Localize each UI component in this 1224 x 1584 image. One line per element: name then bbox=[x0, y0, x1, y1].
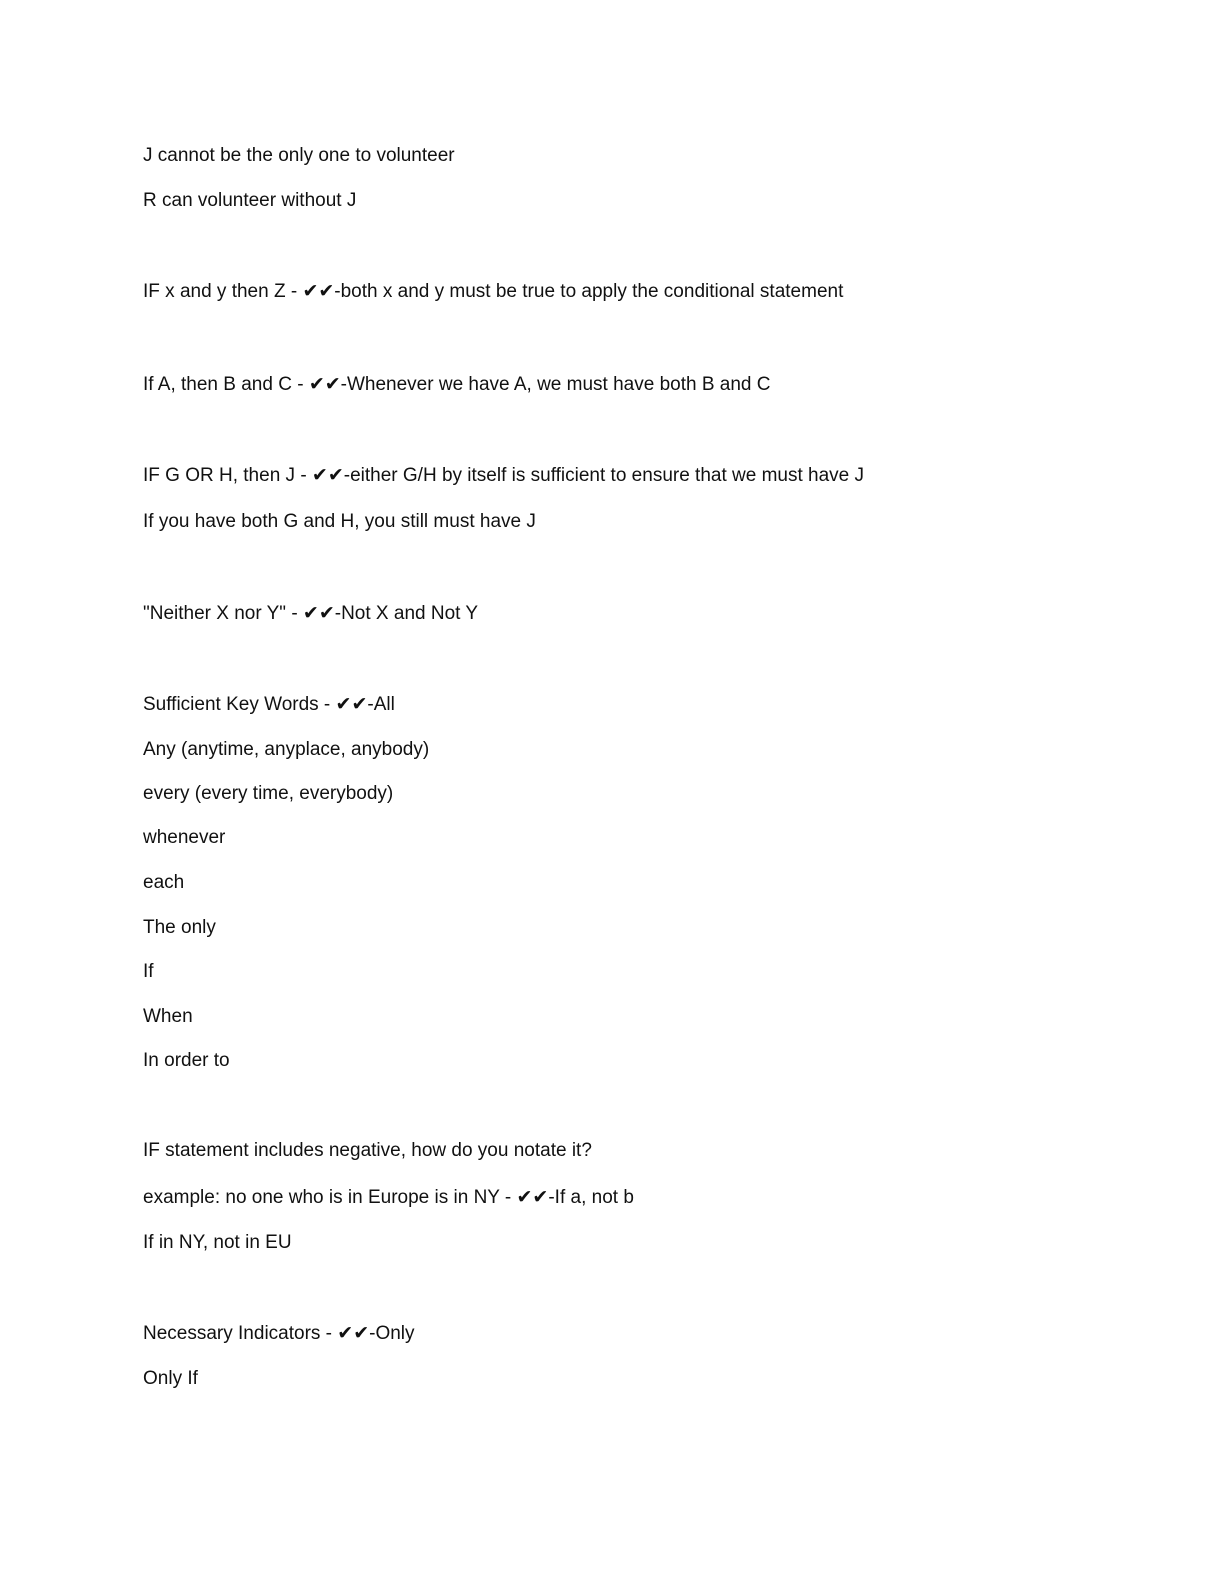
text-line: If A, then B and C - ✔✔-Whenever we have A, we must have both B and C bbox=[143, 374, 771, 395]
text-line: Sufficient Key Words - ✔✔-All bbox=[143, 694, 395, 715]
text-line: Only If bbox=[143, 1368, 198, 1389]
text-line: IF statement includes negative, how do you notate it? bbox=[143, 1140, 592, 1161]
text-line: Necessary Indicators - ✔✔-Only bbox=[143, 1323, 415, 1344]
text-line: "Neither X nor Y" - ✔✔-Not X and Not Y bbox=[143, 603, 479, 624]
text-line: The only bbox=[143, 917, 216, 938]
text-line: whenever bbox=[143, 827, 226, 848]
text-line: IF x and y then Z - ✔✔-both x and y must be true to apply the conditional statement bbox=[143, 281, 844, 302]
text-line: J cannot be the only one to volunteer bbox=[143, 145, 455, 166]
text-line: R can volunteer without J bbox=[143, 190, 357, 211]
text-line: every (every time, everybody) bbox=[143, 783, 394, 804]
text-line: In order to bbox=[143, 1050, 230, 1071]
text-line: example: no one who is in Europe is in NY - ✔✔-If a, not b bbox=[143, 1187, 634, 1208]
text-line: If in NY, not in EU bbox=[143, 1232, 292, 1253]
text-line: each bbox=[143, 872, 185, 893]
text-line: If you have both G and H, you still must have J bbox=[143, 511, 536, 532]
text-line: When bbox=[143, 1006, 193, 1027]
text-line: Any (anytime, anyplace, anybody) bbox=[143, 739, 430, 760]
text-line: IF G OR H, then J - ✔✔-either G/H by itself is sufficient to ensure that we must have J bbox=[143, 465, 865, 486]
text-line: If bbox=[143, 961, 154, 982]
